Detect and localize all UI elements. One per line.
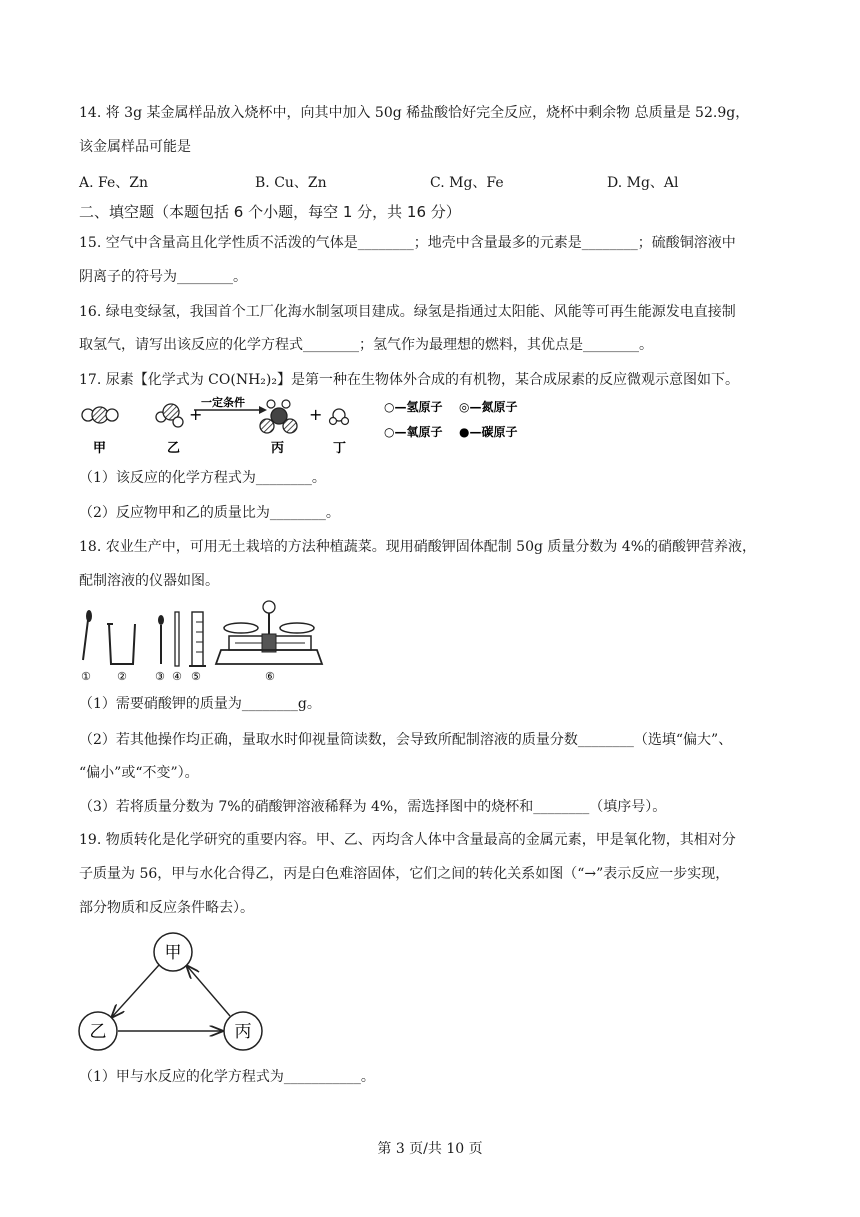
reaction-condition: 一定条件 [201,396,245,409]
molecule-jia [82,407,118,423]
legend-carbon: ●—碳原子 [459,425,518,439]
instrument-num-1: ① [81,670,91,683]
q17-sub1: （1）该反应的化学方程式为________。 [79,470,326,486]
transformation-diagram [70,925,270,1055]
molecule-ding [330,409,349,425]
section-title: 二、填空题（本题包括 6 个小题，每空 1 分，共 16 分） [79,203,461,221]
node-label-jia: 甲 [164,943,182,963]
node-label-yi: 乙 [89,1022,107,1042]
plus-sign-2: + [309,405,323,424]
q19-sub1: （1）甲与水反应的化学方程式为___________。 [79,1069,375,1085]
measuring-cylinder-icon [189,612,206,666]
instrument-num-5: ⑤ [191,670,201,683]
q14-option-c: C. Mg、Fe [430,175,504,191]
page-footer: 第 3 页/共 10 页 [377,1141,483,1157]
molecule-bing [260,400,297,433]
legend-oxygen: ○—氧原子 [384,425,443,439]
reaction-microscopic-diagram [79,396,539,458]
legend-nitrogen: ◎—氮原子 [459,400,518,414]
beaker-icon [107,624,135,664]
label-bing: 丙 [271,441,285,456]
balance-icon [216,601,322,664]
label-jia: 甲 [93,441,107,456]
q16-text-line2: 取氢气，请写出该反应的化学方程式________；氢气作为最理想的燃料，其优点是________。 [79,337,653,353]
q14-option-a: A. Fe、Zn [79,175,148,191]
q19-text-line2: 子质量为 56，甲与水化合得乙，丙是白色难溶固体，它们之间的转化关系如图（“→”表示反应一步实现， [79,866,730,882]
q14-text-line1: 14. 将 3g 某金属样品放入烧杯中，向其中加入 50g 稀盐酸恰好完全反应，烧杯中剩余物 总质量是 52.9g， [79,105,750,121]
q17-sub2: （2）反应物甲和乙的质量比为________。 [79,505,340,521]
q19-text-line1: 19. 物质转化是化学研究的重要内容。甲、乙、丙均含人体中含量最高的金属元素，甲是氧化物，其相对分 [79,832,736,848]
q15-text-line2: 阴离子的符号为________。 [79,269,247,285]
legend-hydrogen: ○—氢原子 [384,400,443,414]
instrument-num-4: ④ [172,670,182,683]
q14-option-d: D. Mg、Al [607,175,679,191]
lab-instruments-diagram [79,598,329,684]
label-yi: 乙 [167,441,181,456]
q18-text-line2: 配制溶液的仪器如图。 [79,573,219,589]
label-ding: 丁 [333,441,347,456]
dropper-icon [158,615,164,664]
molecule-yi [156,404,183,427]
instrument-num-3: ③ [155,670,165,683]
instrument-num-6: ⑥ [265,670,275,683]
q15-text-line1: 15. 空气中含量高且化学性质不活泼的气体是________；地壳中含量最多的元素是________；硫酸铜溶液中 [79,235,736,251]
q18-sub2-line1: （2）若其他操作均正确，量取水时仰视量筒读数，会导致所配制溶液的质量分数________（选填“偏大”、 [79,732,733,748]
q18-sub1: （1）需要硝酸钾的质量为________g。 [79,696,321,712]
q19-text-line3: 部分物质和反应条件略去）。 [79,900,254,916]
q18-text-line1: 18. 农业生产中，可用无土栽培的方法种植蔬菜。现用硝酸钾固体配制 50g 质量分数为 4%的硝酸钾营养液， [79,539,757,555]
plus-sign-1: + [189,405,203,424]
q16-text-line1: 16. 绿电变绿氢，我国首个工厂化海水制氢项目建成。绿氢是指通过太阳能、风能等可再生能源发电直接制 [79,304,736,320]
q18-sub3: （3）若将质量分数为 7%的硝酸钾溶液稀释为 4%，需选择图中的烧杯和________（填序号）。 [79,799,667,815]
arrow-jia-to-yi [112,965,159,1017]
q18-sub2-line2: “偏小”或“不变”）。 [79,765,199,781]
spoon-icon [83,610,92,660]
instrument-num-2: ② [117,670,127,683]
q17-text-line1: 17. 尿素【化学式为 CO(NH₂)₂】是第一种在生物体外合成的有机物，某合成尿素的反应微观示意图如下。 [79,372,739,388]
q14-text-line2: 该金属样品可能是 [79,139,191,155]
arrow-bing-to-jia [187,966,230,1016]
glass-rod-icon [175,612,179,666]
node-label-bing: 丙 [234,1022,252,1042]
q14-option-b: B. Cu、Zn [255,175,327,191]
